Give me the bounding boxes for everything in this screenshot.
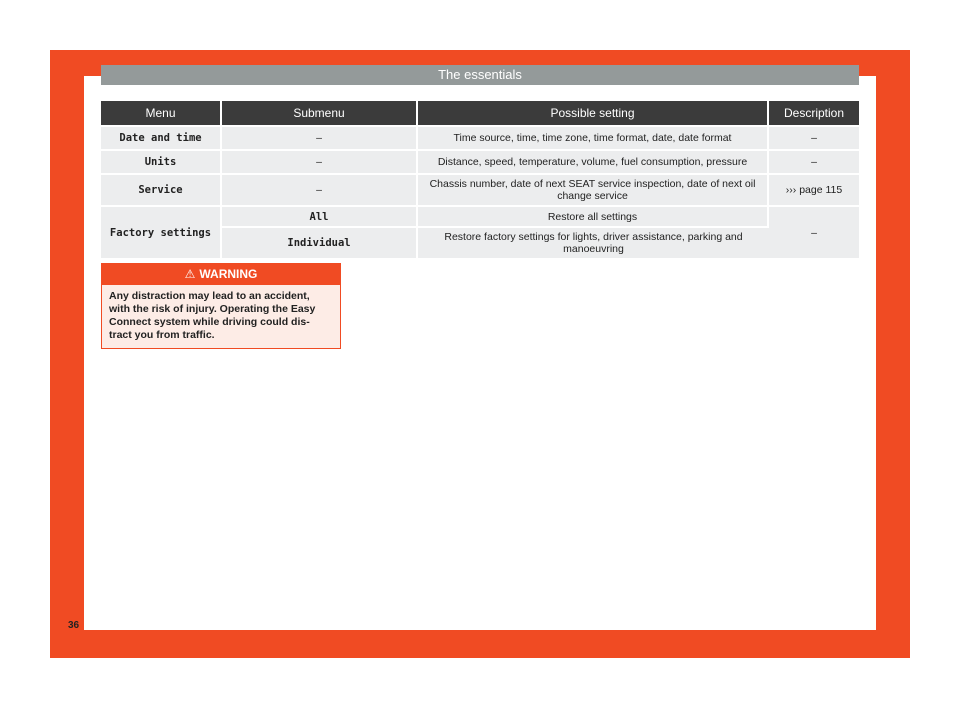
header-menu: Menu — [101, 101, 222, 125]
table-row — [101, 205, 859, 226]
setting-cell: Restore factory settings for lights, driver assistance, parking and manoeuvring — [418, 226, 769, 258]
setting-cell: Chassis number, date of next SEAT service inspection, date of next oil change service — [418, 173, 769, 205]
description-cell: – — [769, 205, 859, 258]
setting-cell: Distance, speed, temperature, volume, fuel consumption, pressure — [418, 149, 769, 173]
section-title: The essentials — [101, 65, 859, 85]
setting-cell: Restore all settings — [418, 205, 769, 226]
table-row — [101, 125, 859, 149]
warning-text: Any distraction may lead to an accident, with the risk of injury. Operating the Easy Connect system while driving could dis- tract you from traffic. — [109, 290, 316, 341]
settings-table — [101, 101, 859, 258]
page-number: 36 — [68, 620, 80, 631]
menu-cell: Date and time — [101, 125, 222, 149]
header-description: Description — [769, 101, 859, 125]
warning-title: WARNING — [199, 267, 258, 281]
header-possible-setting: Possible setting — [418, 101, 769, 125]
submenu-cell: – — [222, 149, 418, 173]
header-submenu: Submenu — [222, 101, 418, 125]
menu-cell: Units — [101, 149, 222, 173]
warning-triangle-icon: ⚠ — [184, 267, 196, 281]
warning-header — [102, 264, 340, 285]
setting-cell: Time source, time, time zone, time format, date, date format — [418, 125, 769, 149]
warning-box — [101, 263, 341, 349]
description-cell: – — [769, 149, 859, 173]
submenu-cell: All — [222, 205, 418, 226]
submenu-cell: Individual — [222, 226, 418, 258]
menu-cell: Service — [101, 173, 222, 205]
submenu-cell: – — [222, 173, 418, 205]
submenu-cell: – — [222, 125, 418, 149]
menu-cell: Factory settings — [101, 205, 222, 258]
table-header-row — [101, 101, 859, 125]
table-row — [101, 149, 859, 173]
description-cell: – — [769, 125, 859, 149]
page-reference-link[interactable]: ››› page 115 — [769, 173, 859, 205]
table-row — [101, 173, 859, 205]
